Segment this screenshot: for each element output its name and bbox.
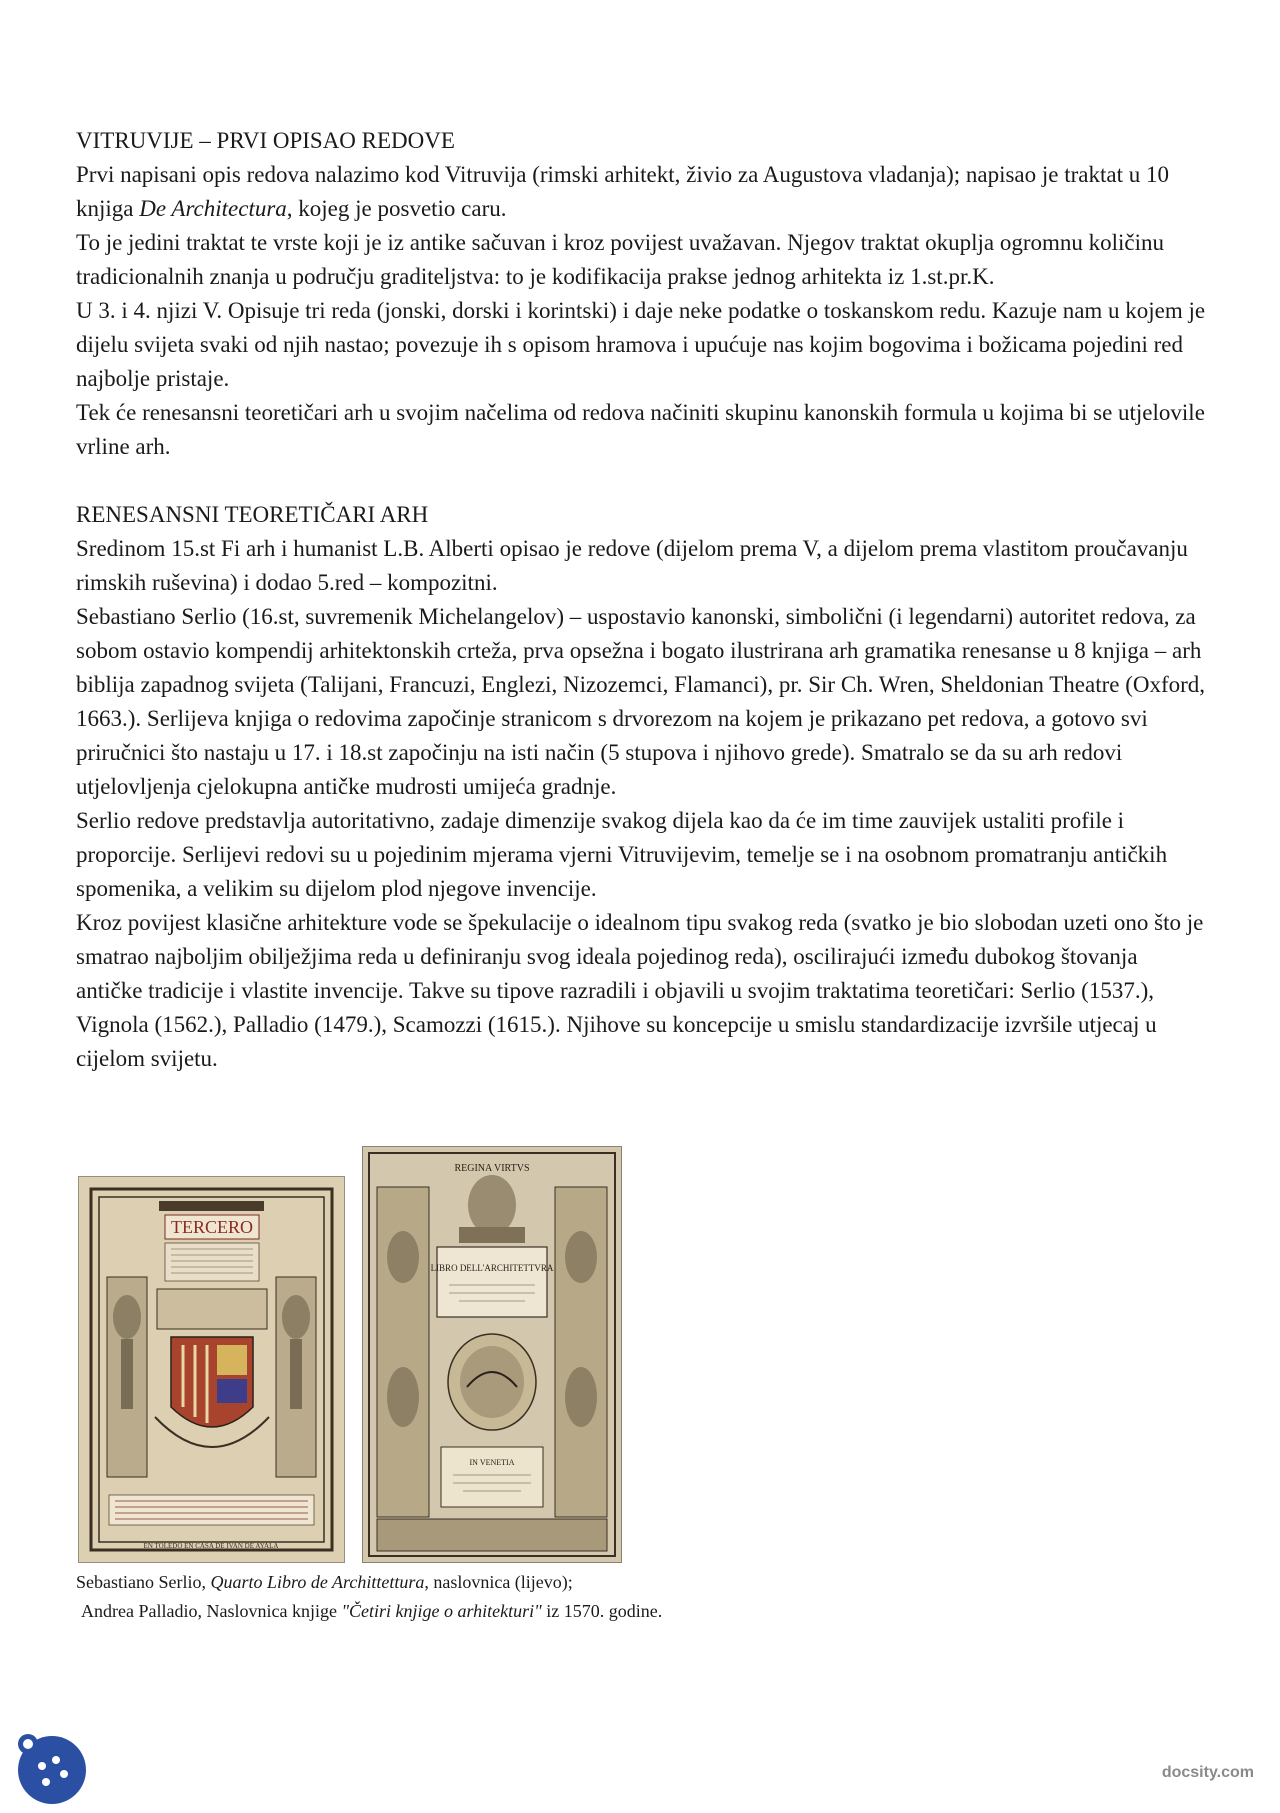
caption-text: Sebastiano Serlio,	[76, 1572, 211, 1592]
cover-title-text: TERCERO	[170, 1217, 254, 1237]
spacer	[76, 464, 1206, 498]
caption-line	[76, 1568, 662, 1597]
serlio-cover-illustration	[79, 1177, 344, 1562]
caption-book-title: Quarto Libro de Archittettura	[210, 1572, 425, 1592]
brand-link[interactable]: docsity.com	[1161, 1764, 1254, 1781]
palladio-cover-image	[362, 1146, 622, 1563]
paragraph: Tek će renesansni teoretičari arh u svojim načelima od redova načiniti skupinu kanonskih formula u kojima bi se utjelovile vrline arh.	[76, 400, 1205, 459]
cover-imprint-text: EN TOLEDO EN CASA DE IVAN DE AYALA	[143, 1542, 279, 1550]
serlio-cover-image	[78, 1176, 345, 1563]
paragraph: To je jedini traktat te vrste koji je iz antike sačuvan i kroz povijest uvažavan. Njegov traktat okuplja ogromnu količinu tradicionalnih znanja u području graditeljstva: to je kodifikacija prakse jednog arhitekta iz 1.st.pr.K.	[76, 230, 1165, 289]
paragraph	[76, 158, 1206, 226]
section-heading-vitruvije: VITRUVIJE – PRVI OPISAO REDOVE	[76, 128, 455, 153]
figure-caption	[76, 1568, 662, 1626]
caption-line	[76, 1597, 662, 1626]
docsity-bear-icon[interactable]	[12, 1728, 92, 1808]
text-span: Prvi napisani opis redova nalazimo kod Vitruvija (rimski arhitekt, živio za Augustova vladanja); napisao je traktat u 10 knjiga	[76, 162, 1169, 221]
text-span: , kojeg je posvetio caru.	[286, 196, 507, 221]
cover-imprint-text-right: IN VENETIA	[469, 1458, 515, 1467]
book-covers	[78, 1146, 638, 1566]
caption-text: , naslovnica (lijevo);	[424, 1572, 573, 1592]
caption-text: Andrea Palladio, Naslovnica knjige	[81, 1601, 342, 1621]
caption-text: iz 1570. godine.	[541, 1601, 663, 1621]
paragraph: Serlio redove predstavlja autoritativno, zadaje dimenzije svakog dijela kao da će im time zauvijek ustaliti profile i proporcije. Serlijevi redovi su u pojedinim mjerama vjerni Vitruvijevim, temelje se i na osobnom promatranju antičkih spomenika, a velikim su dijelom plod njegove invencije.	[76, 808, 1168, 901]
section-heading-renesansni: RENESANSNI TEORETIČARI ARH	[76, 502, 429, 527]
paragraph: Sebastiano Serlio (16.st, suvremenik Michelangelov) – uspostavio kanonski, simbolični (i legendarni) autoritet redova, za sobom ostavio kompendij arhitektonskih crteža, prva opsežna i bogato ilustrirana arh gramatika renesanse u 8 knjiga – arh biblija zapadnog svijeta (Talijani, Francuzi, Englezi, Nizozemci, Flamanci), pr. Sir Ch. Wren, Sheldonian Theatre (Oxford, 1663.). Serlijeva knjiga o redovima započinje stranicom s drvorezom na kojem je prikazano pet redova, a gotovo svi priručnici što nastaju u 17. i 18.st započinju na isti način (5 stupova i njihovo grede). Smatralo se da su arh redovi utjelovljenja cjelokupna antičke mudrosti umijeća gradnje.	[76, 604, 1206, 799]
cover-banner-text: REGINA VIRTVS	[454, 1163, 530, 1174]
paragraph: Kroz povijest klasične arhitekture vode se špekulacije o idealnom tipu svakog reda (svatko je bio slobodan uzeti ono što je smatrao najboljim obilježjima reda u definiranju svog ideala pojedinog reda), oscilirajući između dubokog štovanja antičke tradicije i vlastite invencije. Takve su tipove razradili i objavili u svojim traktatima teoretičari: Serlio (1537.), Vignola (1562.), Palladio (1479.), Scamozzi (1615.). Njihove su koncepcije u smislu standardizacije izvršile utjecaj u cijelom svijetu.	[76, 910, 1204, 1071]
cover-center-title: LIBRO DELL'ARCHITETTVRA	[430, 1263, 554, 1273]
book-title: De Architectura	[139, 196, 287, 221]
palladio-cover-illustration	[363, 1147, 621, 1562]
caption-book-title: "Četiri knjige o arhitekturi"	[341, 1601, 542, 1621]
document-body	[76, 124, 1206, 1076]
paragraph: Sredinom 15.st Fi arh i humanist L.B. Alberti opisao je redove (dijelom prema V, a dijelom prema vlastitom proučavanju rimskih ruševina) i dodao 5.red – kompozitni.	[76, 536, 1188, 595]
paragraph: U 3. i 4. njizi V. Opisuje tri reda (jonski, dorski i korintski) i daje neke podatke o toskanskom redu. Kazuje nam u kojem je dijelu svijeta svaki od njih nastao; povezuje ih s opisom hramova i upućuje nas kojim bogovima i božicama pojedini red najbolje pristaje.	[76, 298, 1206, 391]
